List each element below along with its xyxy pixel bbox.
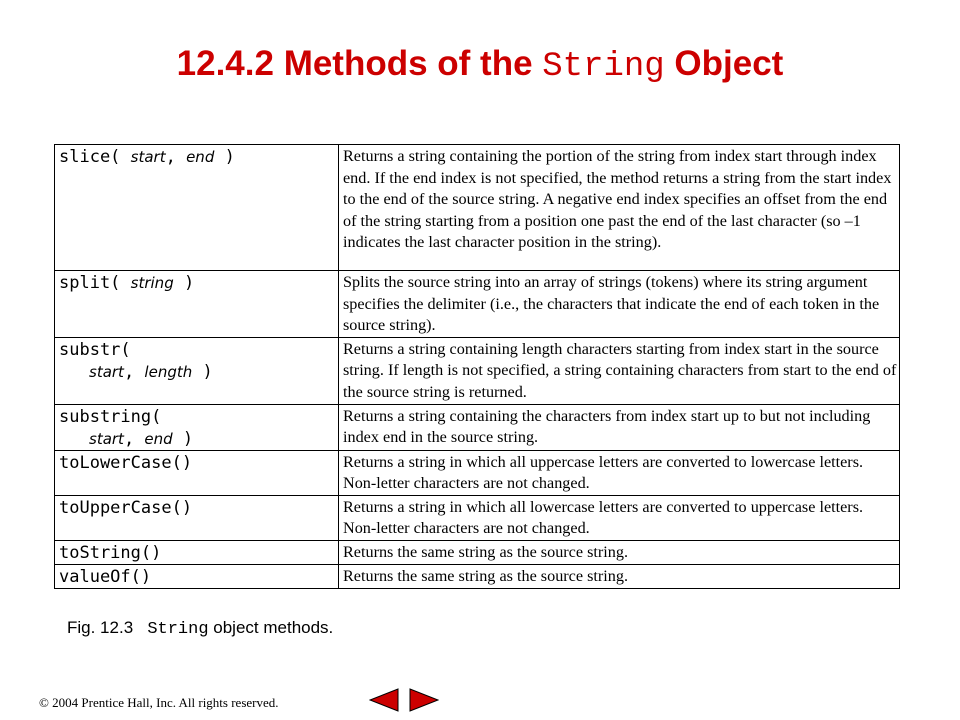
param-length: length (144, 362, 193, 381)
method-name: toLowerCase() (59, 452, 193, 473)
right-arrow-icon (409, 688, 439, 712)
method-description-cell: Splits the source string into an array of strings (tokens) where its string argument specifies the delimiter (i.e., the characters that indicate the end of each token in the source string). (339, 271, 900, 338)
signature-params (59, 361, 338, 383)
param-start: start (89, 429, 124, 448)
method-name: valueOf() (59, 566, 152, 587)
param-separator: , (123, 428, 145, 449)
method-name: split( (59, 273, 131, 293)
method-signature-cell (55, 271, 339, 338)
method-description-cell: Returns a string in which all lowercase letters are converted to uppercase letters. Non-letter characters are not changed. (339, 495, 900, 540)
signature-close: ) (172, 428, 194, 449)
title-suffix: Object (664, 44, 784, 83)
signature-close: ) (214, 147, 235, 167)
copyright-footer (39, 695, 279, 711)
slide-title (0, 44, 960, 86)
method-signature-cell (55, 450, 339, 495)
method-description-cell: Returns a string in which all uppercase letters are converted to lowercase letters. Non-letter characters are not changed. (339, 450, 900, 495)
caption-text: object methods. (208, 618, 334, 637)
previous-slide-button[interactable] (369, 688, 399, 712)
table-row (55, 564, 900, 588)
method-name: toUpperCase() (59, 497, 193, 518)
method-description-cell: Returns the same string as the source string. (339, 564, 900, 588)
next-slide-button[interactable] (409, 688, 439, 712)
method-signature-cell (55, 540, 339, 564)
param-separator: , (123, 361, 145, 382)
param-end: end (144, 429, 173, 448)
method-signature-cell (55, 404, 339, 450)
title-prefix: 12.4.2 Methods of the (176, 44, 543, 83)
param-end: end (186, 148, 215, 166)
method-description-cell: Returns the same string as the source string. (339, 540, 900, 564)
table-row (55, 450, 900, 495)
caption-figure-number: Fig. 12.3 (67, 618, 134, 637)
method-description-cell: Returns a string containing the portion of the string from index start through index end. If the end index is not specified, the method returns a string from the start index to the end of the source string. A negative end index specifies an offset from the end of the string starting from a position one past the end of the last character (so –1 indicates the last character position in the string). (339, 145, 900, 271)
param-start: start (130, 148, 166, 166)
methods-table (54, 144, 900, 589)
method-signature-cell (55, 495, 339, 540)
table-row (55, 145, 900, 271)
method-signature-cell (55, 145, 339, 271)
method-signature-cell (55, 337, 339, 404)
figure-caption (67, 618, 333, 639)
method-description-cell: Returns a string containing the characters from index start up to but not including index end in the source string. (339, 404, 900, 450)
method-description-cell: Returns a string containing length characters starting from index start in the source string. If length is not specified, a string containing characters from start to the end of the source string is returned. (339, 337, 900, 404)
table-row (55, 540, 900, 564)
copyright-text: 2004 Prentice Hall, Inc. All rights reserved. (48, 695, 279, 710)
param-separator: , (165, 147, 187, 167)
table-row (55, 271, 900, 338)
signature-params (59, 428, 338, 450)
copyright-icon: © (39, 695, 49, 710)
method-name: substring( (59, 406, 162, 427)
left-arrow-icon (369, 688, 399, 712)
param-start: start (89, 362, 124, 381)
title-code: String (542, 48, 665, 86)
param-string: string (130, 274, 174, 292)
signature-close: ) (192, 361, 213, 382)
signature-close: ) (173, 273, 195, 293)
method-name: slice( (59, 147, 131, 167)
method-name: substr( (59, 339, 131, 360)
table-row (55, 337, 900, 404)
method-name: toString() (59, 542, 162, 563)
caption-code: String (147, 620, 209, 639)
method-signature-cell (55, 564, 339, 588)
table-row (55, 495, 900, 540)
table-row (55, 404, 900, 450)
